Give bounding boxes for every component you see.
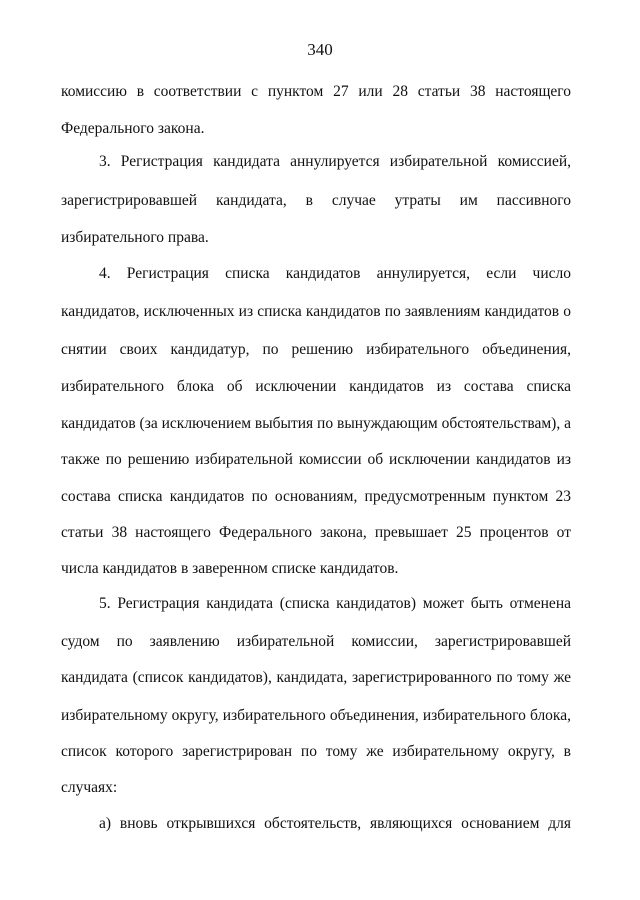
text-line: кандидатов (за исключением выбытия по вынуждающим обстоятельствам), а [61, 415, 571, 432]
text-line: числа кандидатов в заверенном списке кандидатов. [61, 560, 399, 577]
text-line: а) вновь открывшихся обстоятельств, являющихся основанием для [99, 815, 571, 832]
page-number: 340 [307, 40, 333, 59]
text-line: судом по заявлению избирательной комиссии, зарегистрировавшей [61, 633, 571, 650]
text-line: кандидатов, исключенных из списка кандидатов по заявлениям кандидатов о [61, 303, 571, 320]
text-line: 5. Регистрация кандидата (списка кандидатов) может быть отменена [99, 595, 571, 612]
text-line: также по решению избирательной комиссии об исключении кандидатов из [61, 451, 571, 468]
text-line: 3. Регистрация кандидата аннулируется избирательной комиссией, [99, 153, 571, 170]
text-line: случаях: [61, 779, 118, 796]
text-line: комиссию в соответствии с пунктом 27 или 28 статьи 38 настоящего [61, 83, 571, 100]
text-line: кандидата (список кандидатов), кандидата, зарегистрированного по тому же [61, 669, 571, 686]
text-line: Федерального закона. [61, 120, 205, 137]
text-line: избирательному округу, избирательного объединения, избирательного блока, [61, 707, 571, 724]
text-line: статьи 38 настоящего Федерального закона, превышает 25 процентов от [61, 524, 571, 541]
text-line: снятии своих кандидатур, по решению избирательного объединения, [61, 341, 571, 358]
text-line: список которого зарегистрирован по тому же избирательному округу, в [61, 743, 571, 760]
text-line: избирательного права. [61, 229, 209, 246]
text-line: зарегистрировавшей кандидата, в случае утраты им пассивного [61, 192, 571, 209]
text-line: состава списка кандидатов по основаниям, предусмотренным пунктом 23 [61, 488, 571, 505]
text-line: избирательного блока об исключении кандидатов из состава списка [61, 378, 571, 395]
text-line: 4. Регистрация списка кандидатов аннулируется, если число [99, 265, 571, 282]
